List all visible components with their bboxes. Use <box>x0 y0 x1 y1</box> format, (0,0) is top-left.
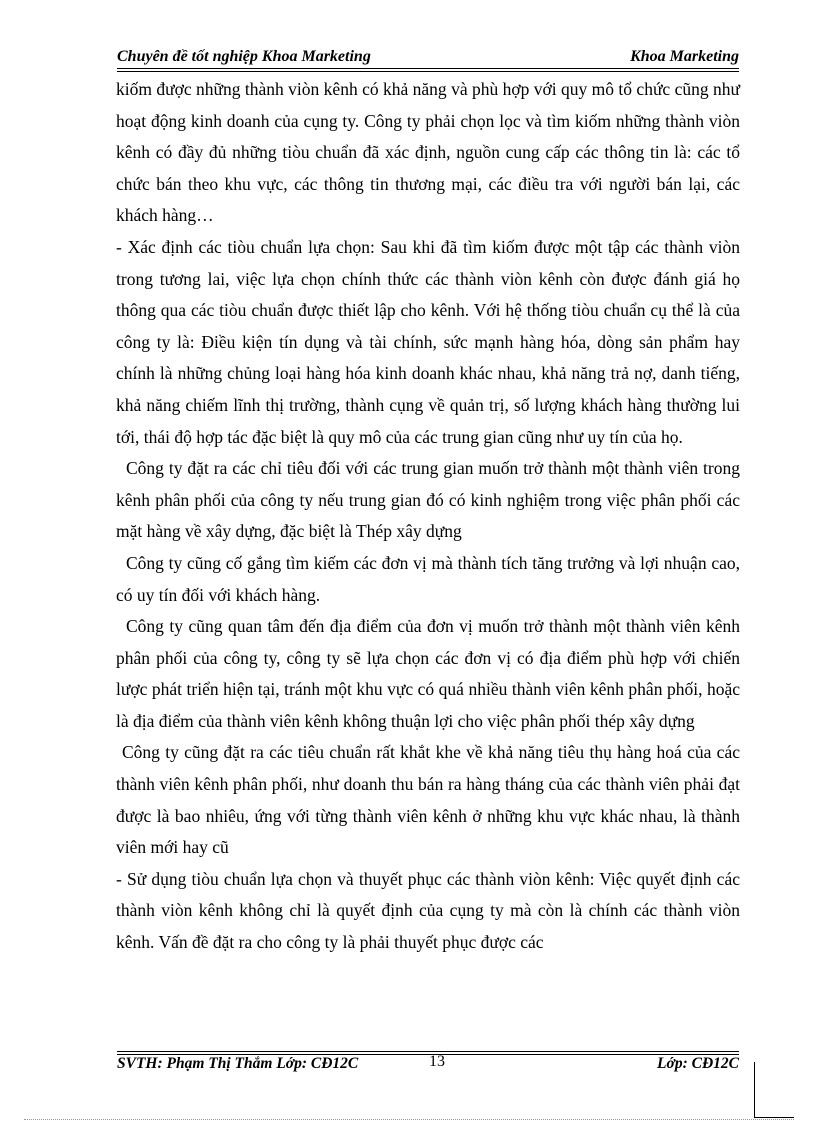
page-bottom-dotted-border <box>24 1119 794 1120</box>
paragraph-channel-member-search: kiốm được những thành viòn kênh có khả năng và phù hợp với quy mô tổ chức cũng như hoạt động kinh doanh của cụng ty. Công ty phải chọn lọc và tìm kiốm những thành viòn kênh có đầy đủ những tiòu chuẩn đã xác định, nguồn cung cấp các thông tin là: các tổ chức bán theo khu vực, các thông tin thương mại, các điều tra với người bán lại, các khách hàng… <box>116 79 740 226</box>
footer-divider-top <box>117 1051 739 1052</box>
paragraph-persuasion: - Sử dụng tiòu chuẩn lựa chọn và thuyết phục các thành viòn kênh: Việc quyết định các thành viòn kênh không chỉ là quyết định của cụng ty mà còn là chính các thành viòn kênh. Vấn đề đặt ra cho công ty là phải thuyết phục được các <box>116 868 740 953</box>
header-divider <box>117 71 739 72</box>
paragraph-growth-units: Công ty cũng cố gắng tìm kiếm các đơn vị mà thành tích tăng trưởng và lợi nhuận cao, có uy tín đối với khách hàng. <box>116 552 740 605</box>
page-footer <box>117 1055 739 1077</box>
paragraph-sales-standards: Công ty cũng đặt ra các tiêu chuẩn rất khắt khe về khả năng tiêu thụ hàng hoá của các thành viên kênh phân phối, như doanh thu bán ra hàng tháng của các thành viên phải đạt được là bao nhiêu, ứng với từng thành viên kênh ở những khu vực khác nhau, là thành viên mới hay cũ <box>116 742 740 858</box>
footer-student-info: SVTH: Phạm Thị Thắm Lớp: CĐ12C <box>117 1055 359 1072</box>
footer-class: Lớp: CĐ12C <box>657 1055 739 1072</box>
paragraph-selection-criteria: - Xác định các tiòu chuẩn lựa chọn: Sau khi đã tìm kiốm được một tập các thành viòn trong tương lai, việc lựa chọn chính thức các thành viòn kênh còn được đánh giá họ thông qua các tiòu chuẩn được thiết lập cho kênh. Với hệ thống tiòu chuẩn cụ thể là của công ty là: Điều kiện tín dụng và tài chính, sức mạnh hàng hóa, dòng sản phẩm hay chính là những chủng loại hàng hóa kinh doanh khác nhau, khả năng trả nợ, danh tiếng, khả năng chiếm lĩnh thị trường, thành cụng về quản trị, số lượng khách hàng thường lui tới, thái độ hợp tác đặc biệt là quy mô của các trung gian cũng như uy tín của họ. <box>116 236 740 447</box>
page-header <box>117 48 739 69</box>
paragraph-intermediary-targets: Công ty đặt ra các chỉ tiêu đối với các trung gian muốn trở thành một thành viên trong kênh phân phối của công ty nếu trung gian đó có kinh nghiệm trong việc phân phối các mặt hàng về xây dựng, đặc biệt là Thép xây dựng <box>116 458 740 542</box>
paragraph-location: Công ty cũng quan tâm đến địa điểm của đơn vị muốn trở thành một thành viên kênh phân phối của công ty, công ty sẽ lựa chọn các đơn vị có địa điểm phù hợp với chiến lược phát triển hiện tại, tránh một khu vực có quá nhiều thành viên kênh phân phối, hoặc là địa điểm của thành viên kênh không thuận lợi cho việc phân phối thép xây dựng <box>116 616 740 731</box>
page-number: 13 <box>429 1053 445 1070</box>
page-corner-horizontal-line <box>754 1117 794 1118</box>
page-corner-vertical-line <box>754 1062 755 1118</box>
header-document-title: Chuyên đề tốt nghiệp Khoa Marketing <box>117 48 371 65</box>
document-body <box>116 74 740 959</box>
header-faculty: Khoa Marketing <box>630 48 739 65</box>
